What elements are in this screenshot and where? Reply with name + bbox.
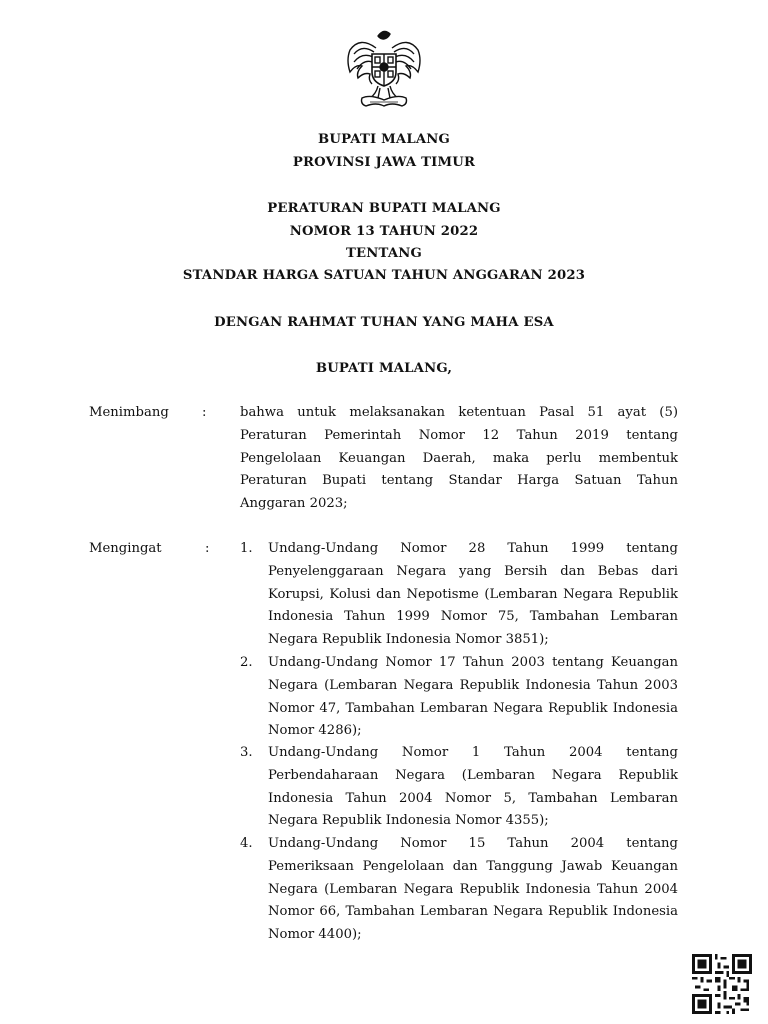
list-item-number: 1. bbox=[240, 541, 253, 556]
list-item-number: 4. bbox=[240, 836, 253, 851]
regulation-subject: STANDAR HARGA SATUAN TAHUN ANGGARAN 2023 bbox=[182, 268, 586, 283]
preamble: DENGAN RAHMAT TUHAN YANG MAHA ESA bbox=[214, 315, 554, 330]
qr-code-icon[interactable] bbox=[692, 954, 752, 1014]
list-item: Undang-Undang Nomor 15 Tahun 2004 tentang Pemeriksaan Pengelolaan dan Tanggung Jawab Keuangan Negara (Lembaran Negara Republik Indonesia Tahun 2004 Nomor 66, Tambahan Lembaran Negara Republik Indonesia Nomor 4400); bbox=[268, 836, 678, 943]
authority: BUPATI MALANG, bbox=[315, 361, 453, 376]
garuda-emblem-icon bbox=[340, 26, 428, 112]
menimbang-text: bahwa untuk melaksanakan ketentuan Pasal 51 ayat (5) Peraturan Pemerintah Nomor 12 Tahun 2019 tentang Pengelolaan Keuangan Daerah, maka perlu membentuk Peraturan Bupati tentang Standar Harga Satuan Tahun Anggaran 2023; bbox=[240, 405, 678, 512]
regulation-title: PERATURAN BUPATI MALANG bbox=[267, 201, 501, 216]
regulation-about: TENTANG bbox=[346, 246, 422, 261]
mengingat-label: Mengingat bbox=[89, 541, 162, 556]
regent-title: BUPATI MALANG bbox=[318, 132, 450, 147]
menimbang-label: Menimbang bbox=[89, 405, 169, 420]
list-item: Undang-Undang Nomor 1 Tahun 2004 tentang Perbendaharaan Negara (Lembaran Negara Republik Indonesia Tahun 2004 Nomor 5, Tambahan Lembaran Negara Republik Indonesia Nomor 4355); bbox=[268, 745, 678, 829]
menimbang-colon: : bbox=[202, 405, 207, 420]
regulation-number: NOMOR 13 TAHUN 2022 bbox=[289, 224, 479, 239]
list-item: Undang-Undang Nomor 28 Tahun 1999 tentang Penyelenggaraan Negara yang Bersih dan Bebas dari Korupsi, Kolusi dan Nepotisme (Lembaran Negara Republik Indonesia Tahun 1999 Nomor 75, Tambahan Lembaran Negara Republik Indonesia Nomor 3851); bbox=[268, 541, 678, 648]
list-item-number: 2. bbox=[240, 655, 253, 670]
list-item: Undang-Undang Nomor 17 Tahun 2003 tentang Keuangan Negara (Lembaran Negara Republik Indonesia Tahun 2003 Nomor 47, Tambahan Lembaran Negara Republik Indonesia Nomor 4286); bbox=[268, 655, 678, 739]
province-title: PROVINSI JAWA TIMUR bbox=[292, 155, 476, 170]
mengingat-colon: : bbox=[205, 541, 210, 556]
list-item-number: 3. bbox=[240, 745, 253, 760]
